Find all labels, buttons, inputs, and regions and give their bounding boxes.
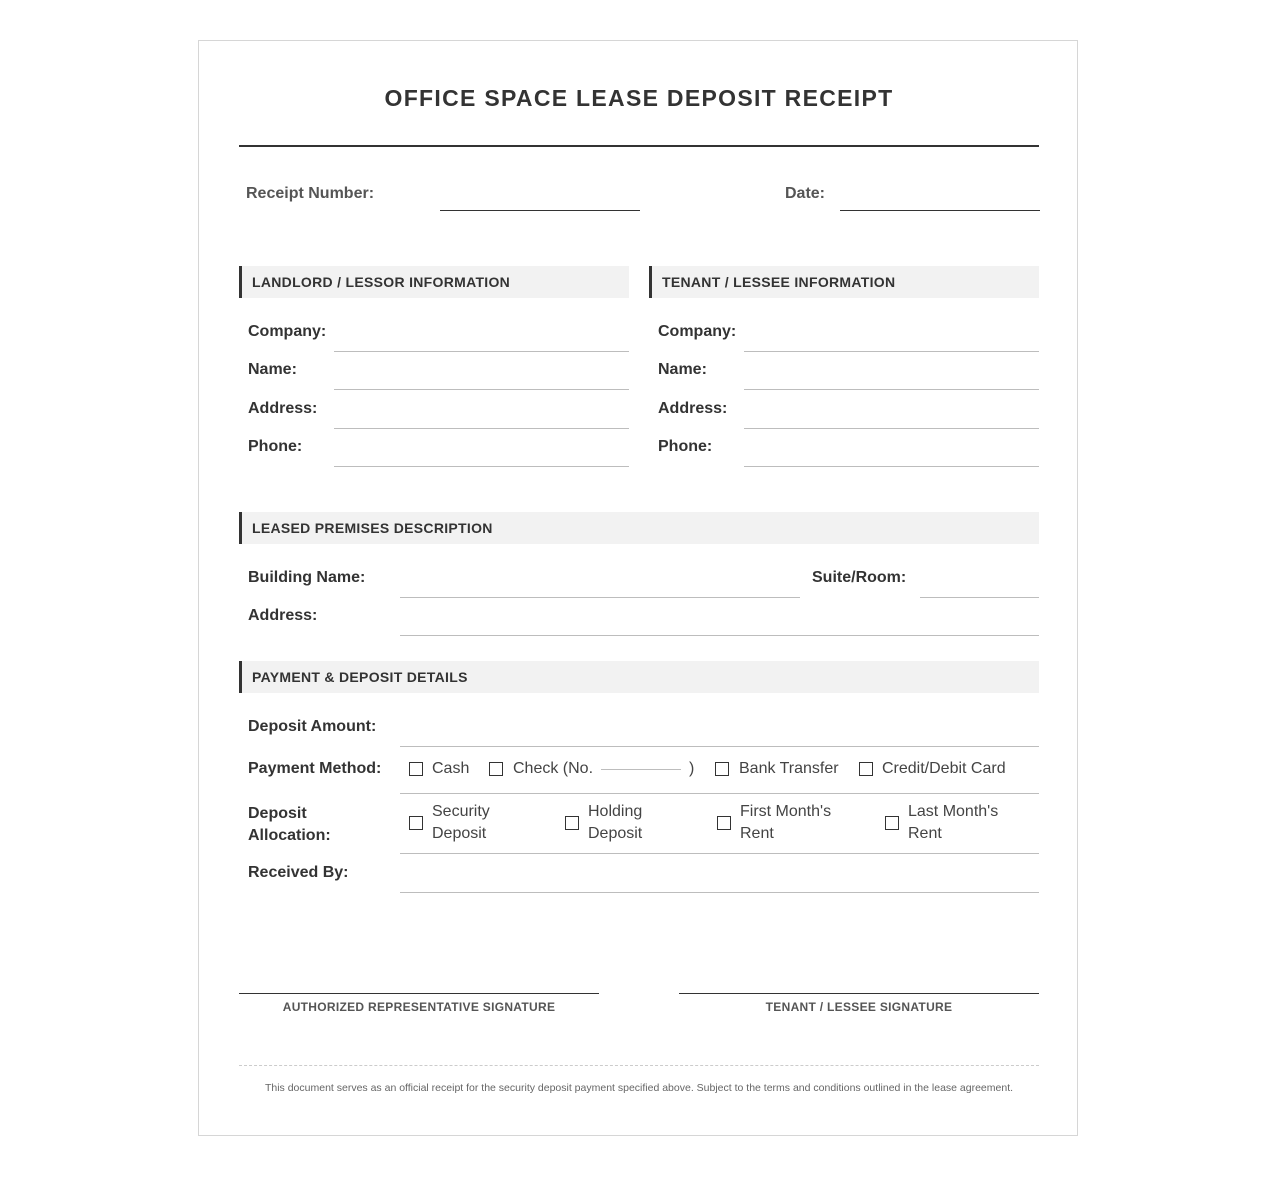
document-title: OFFICE SPACE LEASE DEPOSIT RECEIPT <box>384 85 894 111</box>
landlord-address-field[interactable] <box>334 428 629 429</box>
bank-transfer-checkbox[interactable] <box>715 762 729 776</box>
last-month-rent-checkbox[interactable] <box>885 816 899 830</box>
date-label: Date: <box>785 185 826 202</box>
holding-deposit-option-label <box>588 801 642 845</box>
building-name-label: Building Name: <box>248 569 366 586</box>
premises-address-label: Address: <box>248 607 318 624</box>
card-option-label: Credit/Debit Card <box>882 760 1006 777</box>
tenant-name-field[interactable] <box>744 389 1039 390</box>
tenant-phone-field[interactable] <box>744 466 1039 467</box>
building-name-field[interactable] <box>400 597 800 598</box>
receipt-document <box>198 40 1078 1136</box>
deposit-allocation-label <box>248 803 331 847</box>
landlord-phone-field[interactable] <box>334 466 629 467</box>
received-by-field[interactable] <box>400 892 1039 893</box>
allocation-divider <box>400 853 1039 854</box>
authorized-signature-label: AUTHORIZED REPRESENTATIVE SIGNATURE <box>282 1000 556 1014</box>
date-field[interactable] <box>840 210 1040 211</box>
landlord-phone-label: Phone: <box>248 438 303 455</box>
suite-room-label: Suite/Room: <box>812 569 907 586</box>
card-checkbox[interactable] <box>859 762 873 776</box>
deposit-allocation-label-line2: Allocation: <box>248 827 331 844</box>
premises-address-field[interactable] <box>400 635 1039 636</box>
last-month-rent-line1: Last Month's <box>908 803 999 820</box>
deposit-allocation-label-line1: Deposit <box>248 805 307 822</box>
bank-transfer-option-label: Bank Transfer <box>739 760 839 777</box>
payment-method-divider <box>400 793 1039 794</box>
tenant-signature-line[interactable] <box>679 993 1039 994</box>
holding-deposit-line2: Deposit <box>588 825 643 842</box>
check-checkbox[interactable] <box>489 762 503 776</box>
security-deposit-checkbox[interactable] <box>409 816 423 830</box>
tenant-section-heading: TENANT / LESSEE INFORMATION <box>649 266 1039 298</box>
tenant-name-label: Name: <box>658 361 707 378</box>
holding-deposit-line1: Holding <box>588 803 643 820</box>
suite-room-field[interactable] <box>920 597 1039 598</box>
landlord-address-label: Address: <box>248 400 318 417</box>
receipt-number-label: Receipt Number: <box>246 185 375 202</box>
deposit-amount-field[interactable] <box>400 746 1039 747</box>
first-month-rent-line1: First Month's <box>740 803 832 820</box>
first-month-rent-checkbox[interactable] <box>717 816 731 830</box>
landlord-company-field[interactable] <box>334 351 629 352</box>
footer-divider <box>239 1065 1039 1066</box>
cash-option-label: Cash <box>432 760 470 777</box>
tenant-company-label: Company: <box>658 323 737 340</box>
received-by-label: Received By: <box>248 864 349 881</box>
landlord-company-label: Company: <box>248 323 327 340</box>
holding-deposit-checkbox[interactable] <box>565 816 579 830</box>
landlord-name-label: Name: <box>248 361 297 378</box>
landlord-name-field[interactable] <box>334 389 629 390</box>
last-month-rent-option-label <box>908 801 998 845</box>
check-option-label: Check (No. <box>513 760 594 777</box>
title-divider <box>239 145 1039 147</box>
footer-disclaimer: This document serves as an official receipt for the security deposit payment specified above. Subject to the terms and conditions outlined in the lease agreement. <box>264 1082 1014 1094</box>
cash-checkbox[interactable] <box>409 762 423 776</box>
tenant-address-field[interactable] <box>744 428 1039 429</box>
payment-method-label: Payment Method: <box>248 760 382 777</box>
tenant-phone-label: Phone: <box>658 438 713 455</box>
first-month-rent-option-label <box>740 801 831 845</box>
tenant-company-field[interactable] <box>744 351 1039 352</box>
premises-section-heading: LEASED PREMISES DESCRIPTION <box>239 512 1039 544</box>
deposit-amount-label: Deposit Amount: <box>248 718 377 735</box>
first-month-rent-line2: Rent <box>740 825 774 842</box>
authorized-signature-line[interactable] <box>239 993 599 994</box>
payment-section-heading: PAYMENT & DEPOSIT DETAILS <box>239 661 1039 693</box>
security-deposit-line1: Security <box>432 803 490 820</box>
check-option-close: ) <box>689 760 695 777</box>
tenant-signature-label: TENANT / LESSEE SIGNATURE <box>765 1000 953 1014</box>
landlord-section-heading: LANDLORD / LESSOR INFORMATION <box>239 266 629 298</box>
tenant-address-label: Address: <box>658 400 728 417</box>
last-month-rent-line2: Rent <box>908 825 942 842</box>
security-deposit-line2: Deposit <box>432 825 487 842</box>
receipt-number-field[interactable] <box>440 210 640 211</box>
security-deposit-option-label <box>432 801 490 845</box>
check-number-field[interactable] <box>601 769 681 770</box>
